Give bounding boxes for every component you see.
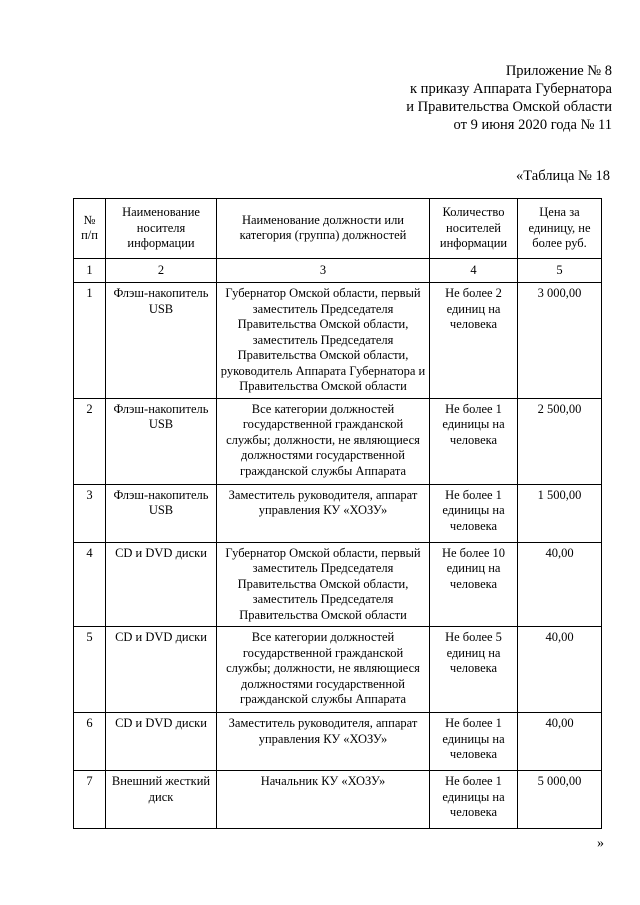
row-position: Все категории должностей государственной гражданской службы; должности, не являющиеся должностями государственной гражданской службы Аппарата <box>217 627 430 713</box>
row-quantity: Не более 1 единицы на человека <box>430 771 518 829</box>
table-row <box>74 627 602 713</box>
table-row <box>74 283 602 399</box>
row-position: Заместитель руководителя, аппарат управления КУ «ХОЗУ» <box>217 484 430 542</box>
table-header-row <box>74 199 602 259</box>
row-quantity: Не более 1 единицы на человека <box>430 484 518 542</box>
col-header-position: Наименование должности или категория (группа) должностей <box>217 199 430 259</box>
row-price: 40,00 <box>518 627 602 713</box>
row-price: 40,00 <box>518 713 602 771</box>
col-number-4: 4 <box>430 258 518 283</box>
row-media: Флэш-накопитель USB <box>106 283 217 399</box>
table-label: «Таблица № 18 <box>516 168 610 184</box>
row-price: 1 500,00 <box>518 484 602 542</box>
row-quantity: Не более 10 единиц на человека <box>430 542 518 627</box>
closing-quote: » <box>597 836 604 851</box>
header-line-2: к приказу Аппарата Губернатора <box>410 81 612 97</box>
row-price: 2 500,00 <box>518 398 602 484</box>
document-header <box>406 62 612 134</box>
header-line-1: Приложение № 8 <box>505 63 612 79</box>
row-number: 2 <box>74 398 106 484</box>
row-media: Флэш-накопитель USB <box>106 398 217 484</box>
media-table <box>73 198 602 829</box>
column-number-row <box>74 258 602 283</box>
table-row <box>74 542 602 627</box>
row-price: 3 000,00 <box>518 283 602 399</box>
table-row <box>74 713 602 771</box>
row-number: 3 <box>74 484 106 542</box>
row-number: 7 <box>74 771 106 829</box>
row-media: Внешний жесткий диск <box>106 771 217 829</box>
row-number: 4 <box>74 542 106 627</box>
col-number-2: 2 <box>106 258 217 283</box>
row-media: CD и DVD диски <box>106 713 217 771</box>
row-position: Заместитель руководителя, аппарат управления КУ «ХОЗУ» <box>217 713 430 771</box>
row-quantity: Не более 2 единиц на человека <box>430 283 518 399</box>
row-quantity: Не более 1 единицы на человека <box>430 713 518 771</box>
header-line-3: и Правительства Омской области <box>406 99 612 115</box>
row-number: 1 <box>74 283 106 399</box>
col-header-quantity: Количество носителей информации <box>430 199 518 259</box>
col-header-number: № п/п <box>74 199 106 259</box>
row-number: 5 <box>74 627 106 713</box>
row-media: CD и DVD диски <box>106 627 217 713</box>
row-media: Флэш-накопитель USB <box>106 484 217 542</box>
col-number-5: 5 <box>518 258 602 283</box>
row-quantity: Не более 5 единиц на человека <box>430 627 518 713</box>
row-position: Губернатор Омской области, первый заместитель Председателя Правительства Омской области, заместитель Председателя Правительства Омской области <box>217 542 430 627</box>
row-number: 6 <box>74 713 106 771</box>
col-header-price: Цена за единицу, не более руб. <box>518 199 602 259</box>
row-price: 40,00 <box>518 542 602 627</box>
row-position: Губернатор Омской области, первый заместитель Председателя Правительства Омской области, заместитель Председателя Правительства Омской области, руководитель Аппарата Губернатора и Правительства Омской области <box>217 283 430 399</box>
row-position: Начальник КУ «ХОЗУ» <box>217 771 430 829</box>
row-position: Все категории должностей государственной гражданской службы; должности, не являющиеся должностями государственной гражданской службы Аппарата <box>217 398 430 484</box>
row-media: CD и DVD диски <box>106 542 217 627</box>
table-row <box>74 398 602 484</box>
table-row <box>74 771 602 829</box>
row-price: 5 000,00 <box>518 771 602 829</box>
table-row <box>74 484 602 542</box>
col-header-media: Наименование носителя информации <box>106 199 217 259</box>
col-number-3: 3 <box>217 258 430 283</box>
row-quantity: Не более 1 единицы на человека <box>430 398 518 484</box>
col-number-1: 1 <box>74 258 106 283</box>
header-line-4: от 9 июня 2020 года № 11 <box>453 117 612 133</box>
